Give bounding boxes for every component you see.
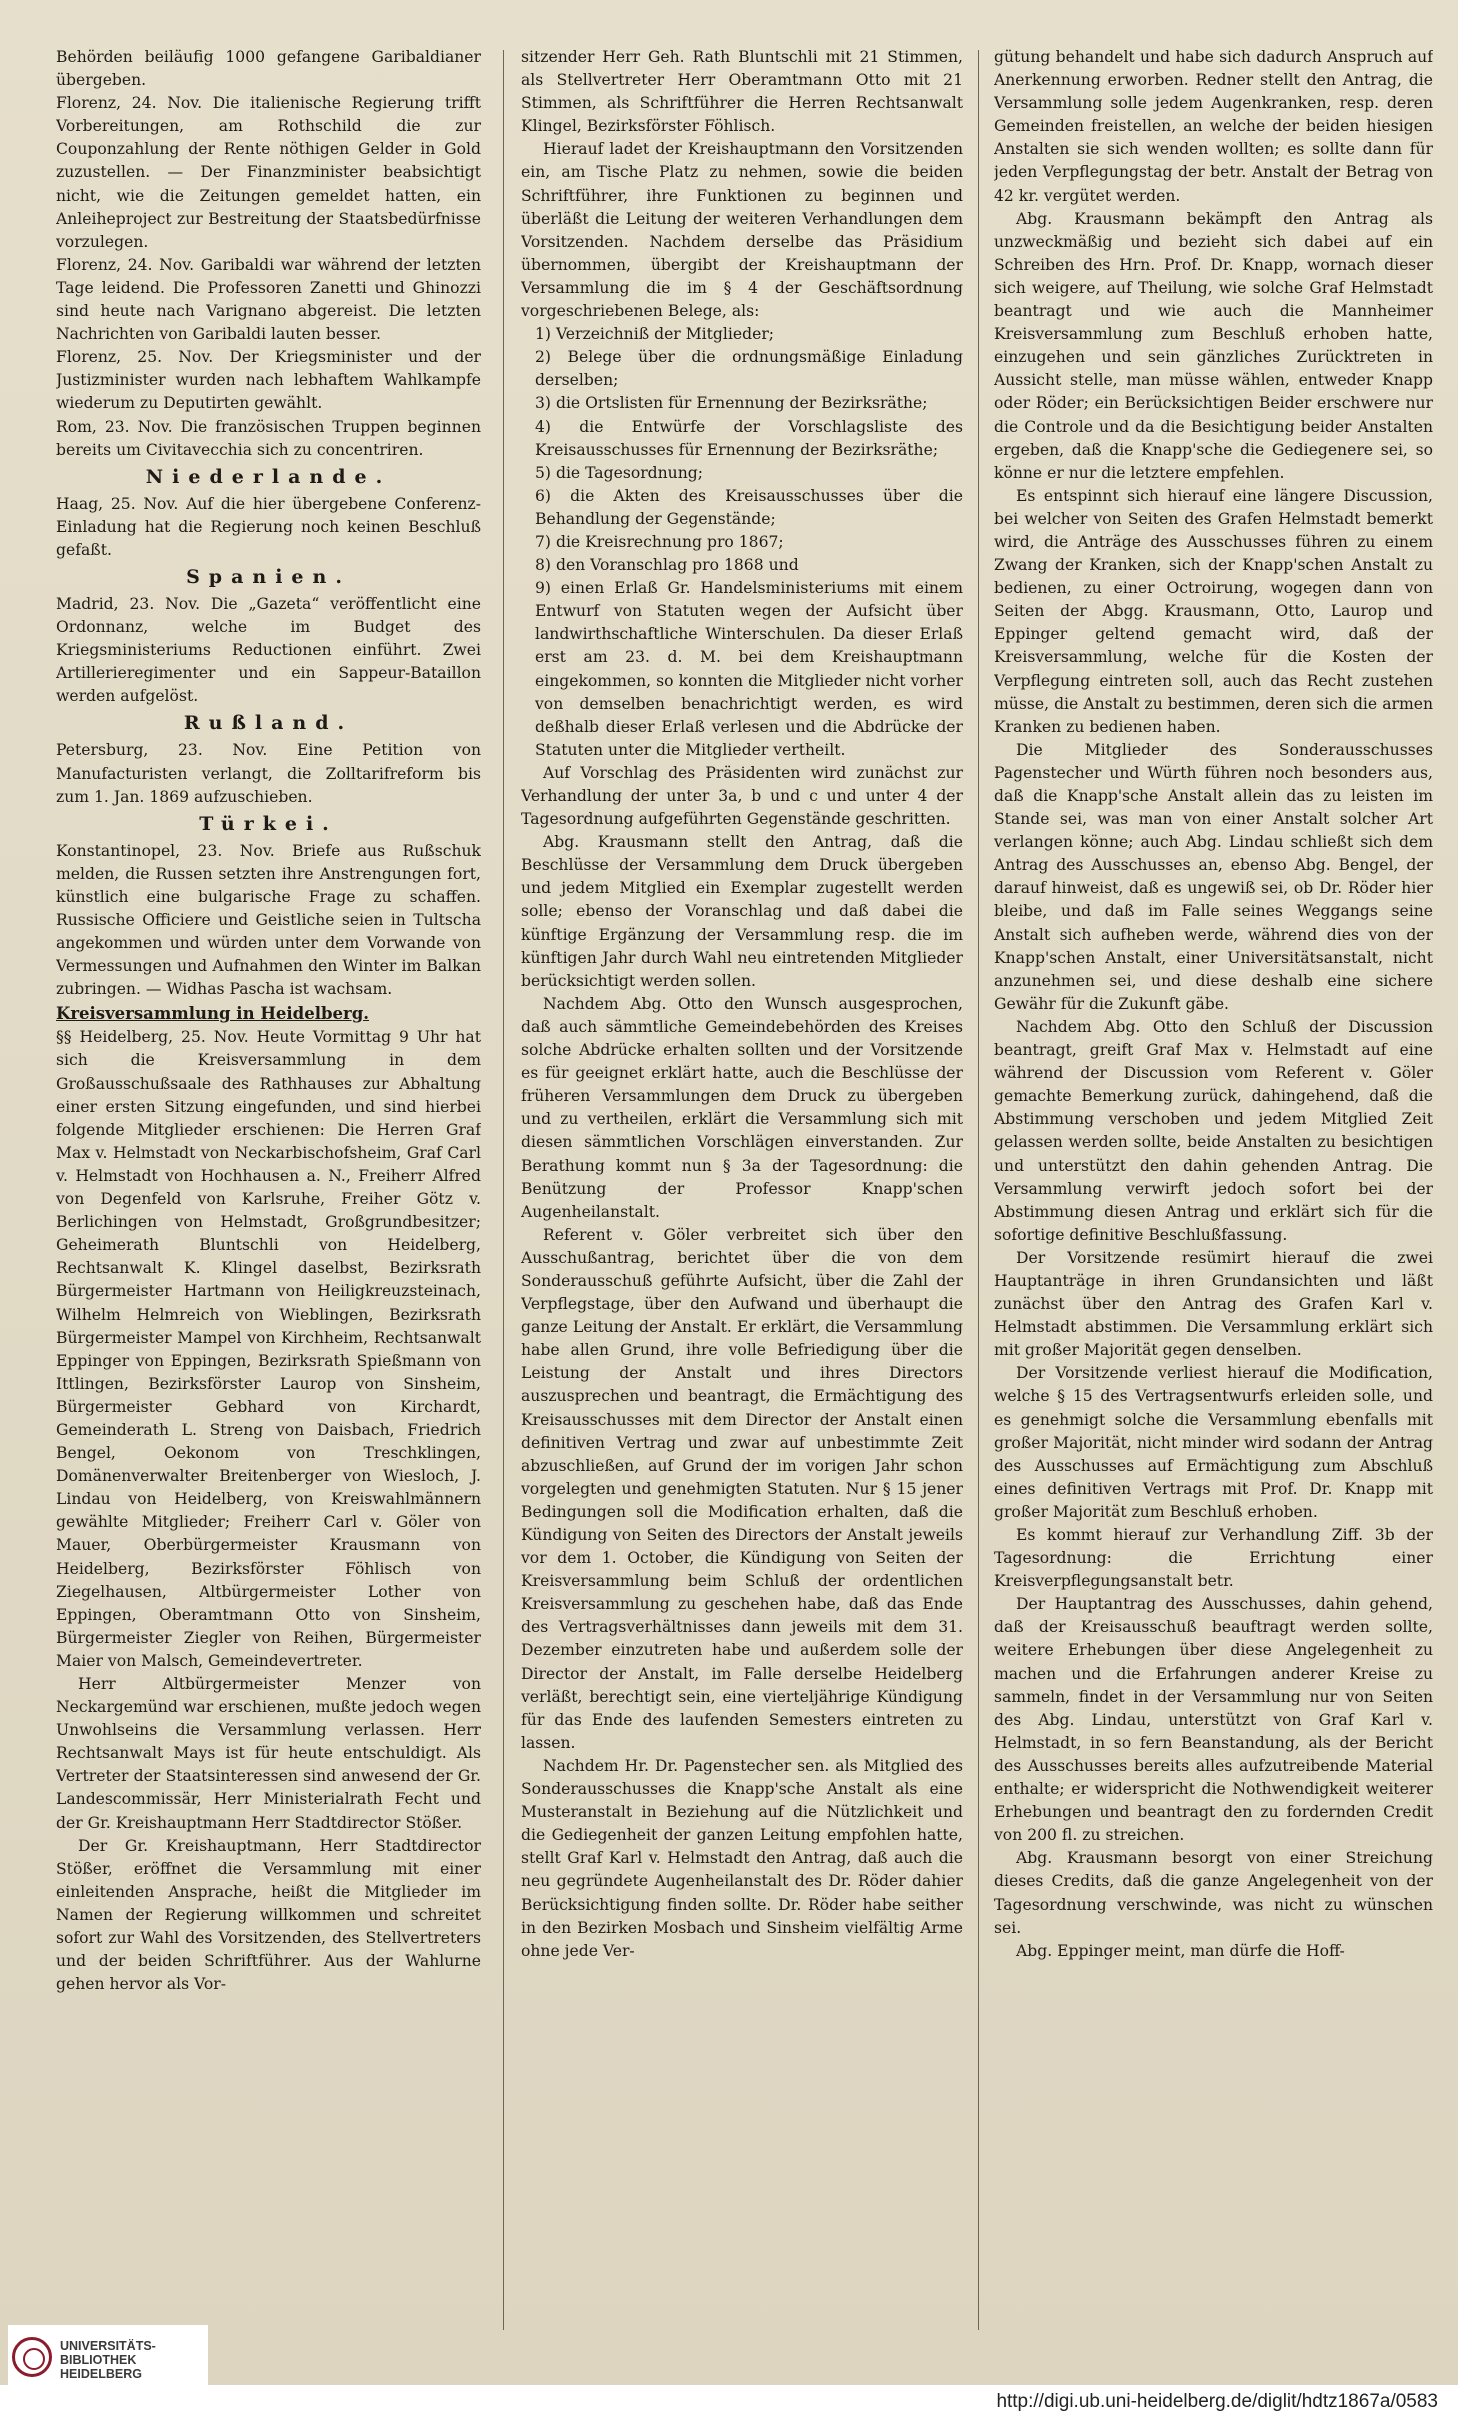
section-heading: Türkei. [199, 812, 338, 835]
section-heading: Spanien. [186, 565, 351, 588]
column-1 [56, 46, 481, 2336]
paragraph: Es kommt hierauf zur Verhandlung Ziff. 3b der Tagesordnung: die Errichtung einer Kreisverpflegungsanstalt betr. [994, 1526, 1433, 1591]
paragraph: Behörden beiläufig 1000 gefangene Garibaldianer übergeben. [56, 48, 481, 90]
paragraph: Abg. Krausmann besorgt von einer Streichung dieses Credits, daß die ganze Angelegenheit von der Tagesordnung verschwinde, was nicht zu wünschen sei. [994, 1849, 1433, 1937]
library-logo [8, 2325, 208, 2415]
paragraph: Nachdem Abg. Otto den Wunsch ausgesprochen, daß auch sämmtliche Gemeindebehörden des Kreises solche Abdrücke erhalten sollten und der Vorsitzende es für geeignet erklärt hatte, auch die Beschlüsse der früheren Versammlungen dem Druck zu übergeben und zu vertheilen, erklärt die Versammlung sich mit diesen sämmtlichen Vorschlägen einverstanden. Zur Berathung kommt nun § 3a der Tagesordnung: die Benützung der Professor Knapp'schen Augenheilanstalt. [521, 994, 963, 1221]
paragraph: Rom, 23. Nov. Die französischen Truppen beginnen bereits um Civitavecchia sich zu concentriren. [56, 417, 481, 459]
paragraph: Der Hauptantrag des Ausschusses, dahin gehend, daß der Kreisausschuß beauftragt werden sollte, weitere Erhebungen über diese Angelegenheit zu machen und die Erfahrungen anderer Kreise zu sammeln, findet in der Versammlung nur von Seiten des Abg. Lindau, unterstützt von Graf Karl v. Helmstadt, in so fern Beanstandung, als der Bericht des Ausschusses bereits alles aufzutreibende Material enthalte; er widerspricht die Nothwendigkeit weiterer Erhebungen und beantragt den zu fordernden Credit von 200 fl. zu streichen. [994, 1595, 1433, 1845]
paragraph: Abg. Krausmann bekämpft den Antrag als unzweckmäßig und bezieht sich dabei auf ein Schreiben des Hrn. Prof. Dr. Knapp, wornach dieser sich weigere, auf Theilung, wie solche Graf Helmstadt beantragt und wie auch die Mannheimer Kreisversammlung zum Beschluß erhoben hatte, einzugehen und sein gänzliches Zurücktreten in Aussicht stelle, man müsse wählen, entweder Knapp oder Röder; ein Berücksichtigen Beider erschwere nur die Controle und da die Besichtigung beider Anstalten ergeben, daß die Knapp'sche die Gediegenere sei, so könne er nur die letztere empfehlen. [994, 209, 1433, 482]
list-item: 6) die Akten des Kreisausschusses über die Behandlung der Gegenstände; [535, 486, 963, 528]
paragraph: gütung behandelt und habe sich dadurch Anspruch auf Anerkennung erworben. Redner stellt den Antrag, die Versammlung solle jedem Augenkranken, resp. deren Gemeinden freistellen, an welche der beiden hiesigen Anstalten sie sich wenden wollten; es sollte dann für jeden Verpflegungstag der betr. Anstalt der Betrag von 42 kr. vergütet werden. [994, 48, 1433, 205]
column-2 [521, 46, 963, 2336]
paragraph: Haag, 25. Nov. Auf die hier übergebene Conferenz-Einladung hat die Regierung noch keinen Beschluß gefaßt. [56, 494, 481, 559]
list-item: 8) den Voranschlag pro 1868 und [535, 556, 799, 575]
paragraph: Hierauf ladet der Kreishauptmann den Vorsitzenden ein, am Tische Platz zu nehmen, sowie die beiden Schriftführer, ihre Funktionen zu beginnen und überläßt die Leitung der weiteren Verhandlungen dem Vorsitzenden. Nachdem derselbe das Präsidium übernommen, übergibt der Kreishauptmann der Versammlung die im § 4 der Geschäftsordnung vorgeschriebenen Belege, als: [521, 140, 963, 321]
column-3 [994, 46, 1433, 2336]
list-item: 9) einen Erlaß Gr. Handelsministeriums mit einem Entwurf von Statuten wegen der Aufsicht über landwirthschaftliche Winterschulen. Da dieser Erlaß erst am 23. d. M. bei dem Kreishauptmann eingekommen, so konnten die Mitglieder nicht vorher von demselben benachrichtigt werden, es wird deßhalb dieser Erlaß verlesen und die Abdrücke der Statuten unter die Mitglieder vertheilt. [535, 579, 963, 759]
paragraph: Es entspinnt sich hierauf eine längere Discussion, bei welcher von Seiten des Grafen Helmstadt bemerkt wird, die Anträge des Ausschusses führen zu einem Zwang der Kranken, sich der Knapp'schen Anstalt zu bedienen, zu einer Octroirung, wogegen dann von Seiten der Abgg. Krausmann, Otto, Laurop und Eppinger geltend gemacht wird, daß der Kreisversammlung, welche für die Kosten der Verpflegung eintreten soll, auch das Recht zustehen müsse, die Anstalt zu bestimmen, deren sich die armen Kranken zu bedienen haben. [994, 486, 1433, 736]
list-item: 4) die Entwürfe der Vorschlagsliste des Kreisausschusses für Ernennung der Bezirksräthe; [535, 417, 963, 459]
paragraph: Madrid, 23. Nov. Die „Gazeta“ veröffentlicht eine Ordonnanz, welche im Budget des Kriegsministeriums Reductionen einführt. Zwei Artillerieregimenter und ein Sappeur-Bataillon werden aufgelöst. [56, 594, 481, 706]
paragraph: Abg. Krausmann stellt den Antrag, daß die Beschlüsse der Versammlung dem Druck übergeben und jedem Mitglied ein Exemplar zugestellt werden solle; ebenso der Voranschlag und daß dabei die künftige Ergänzung der Versammlung resp. die im künftigen Jahr durch Wahl neu eintretenden Mitglieder berücksichtigt werden sollen. [521, 833, 963, 990]
paragraph: Der Vorsitzende verliest hierauf die Modification, welche § 15 des Vertragsentwurfs erleiden solle, und es genehmigt solche die Versammlung ebenfalls mit großer Majorität, nicht minder wird sodann der Antrag des Ausschusses auf Ermächtigung zum Abschluß eines definitiven Vertrags mit Prof. Dr. Knapp mit großer Majorität zum Beschluß erhoben. [994, 1364, 1433, 1521]
list-item: 1) Verzeichniß der Mitglieder; [535, 325, 775, 344]
paragraph: Florenz, 24. Nov. Die italienische Regierung trifft Vorbereitungen, am Rothschild die zur Couponzahlung der Rente nöthigen Gelder in Gold zuzustellen. — Der Finanzminister beabsichtigt nicht, wie die Zeitungen gemeldet hatten, ein Anleiheproject zur Bestreitung der Staatsbedürfnisse vorzulegen. [56, 94, 481, 251]
article-heading: Kreisversammlung in Heidelberg. [56, 1004, 369, 1024]
paragraph: Petersburg, 23. Nov. Eine Petition von Manufacturisten verlangt, die Zolltarifreform bis zum 1. Jan. 1869 aufzuschieben. [56, 741, 481, 806]
section-heading: Rußland. [183, 712, 354, 735]
paragraph: §§ Heidelberg, 25. Nov. Heute Vormittag 9 Uhr hat sich die Kreisversammlung in dem Großausschußsaale des Rathhauses zur Abhaltung einer ersten Sitzung eingefunden, und sind hierbei folgende Mitglieder erschienen: Die Herren Graf Max v. Helmstadt von Neckarbischofsheim, Graf Carl v. Helmstadt von Hochhausen a. N., Freiherr Alfred von Degenfeld von Karlsruhe, Freiher Götz v. Berlichingen von Helmstadt, Großgrundbesitzer; Geheimerath Bluntschli von Heidelberg, Rechtsanwalt K. Klingel daselbst, Bezirksrath Bürgermeister Hartmann von Heiligkreuzsteinach, Wilhelm Helmreich von Wieblingen, Bezirksrath Bürgermeister Mampel von Kirchheim, Rechtsanwalt Eppinger von Eppingen, Bezirksrath Spießmann von Ittlingen, Bezirksförster Laurop von Sinsheim, Bürgermeister Gebhard von Kirchardt, Gemeinderath L. Streng von Daisbach, Friedrich Bengel, Oekonom von Treschklingen, Domänenverwalter Breitenberger von Wiesloch, J. Lindau von Heidelberg, von Kreiswahlmännern gewählte Mitglieder; Freiherr Carl v. Göler von Mauer, Oberbürgermeister Krausmann von Heidelberg, Bezirksförster Föhlisch von Ziegelhausen, Altbürgermeister Lother von Eppingen, Oberamtmann Otto von Sinsheim, Bürgermeister Ziegler von Reihen, Bürgermeister Maier von Malsch, Gemeindevertreter. [56, 1028, 481, 1670]
paragraph: Herr Altbürgermeister Menzer von Neckargemünd war erschienen, mußte jedoch wegen Unwohlseins die Versammlung verlassen. Herr Rechtsanwalt Mays ist für heute entschuldigt. Als Vertreter der Staatsinteressen sind anwesend der Gr. Landescommissär, Herr Ministerialrath Fecht und der Gr. Kreishauptmann Herr Stadtdirector Stößer. [56, 1675, 481, 1832]
source-url[interactable]: http://digi.ub.uni-heidelberg.de/diglit/hdtz1867a/0583 [996, 2391, 1438, 2412]
paragraph: Die Mitglieder des Sonderausschusses Pagenstecher und Würth führen noch besonders aus, daß die Knapp'sche Anstalt allein das zu leisten im Stande sei, was man von einer Anstalt solcher Art verlangen könne; auch Abg. Lindau schließt sich dem Antrag des Ausschusses an, ebenso Abg. Bengel, der darauf hinweist, daß es ungewiß sei, ob Dr. Röder hier bleibe, und daß im Falle seines Weggangs seine Anstalt sich aufheben werde, während dies von der Knapp'schen Anstalt, einer Universitätsanstalt, nicht anzunehmen sei, und diese deshalb eine sichere Gewähr für die Zukunft gäbe. [994, 740, 1433, 1013]
paragraph: Nachdem Hr. Dr. Pagenstecher sen. als Mitglied des Sonderausschusses die Knapp'sche Anstalt als eine Musteranstalt in Beziehung auf die Nützlichkeit und die Gediegenheit der ganzen Leitung empfohlen hatte, stellt Graf Karl v. Helmstadt den Antrag, daß auch die neu gegründete Augenheilanstalt des Dr. Röder dahier Berücksichtigung finden sollte. Dr. Röder habe seither in den Bezirken Mosbach und Sinsheim vielfältig Arme ohne jede Ver- [521, 1756, 963, 1960]
university-seal-icon [12, 2337, 52, 2377]
paragraph: Nachdem Abg. Otto den Schluß der Discussion beantragt, greift Graf Max v. Helmstadt auf eine während der Discussion vom Referent v. Göler gemachte Bemerkung zurück, dahingehend, daß die Abstimmung verschoben und jedem Mitglied Zeit gelassen werden sollte, beide Anstalten zu besichtigen und unterstützt den dahin gehenden Antrag. Die Versammlung verwirft jedoch sofort bei der Abstimmung diesen Antrag und erklärt sich für die sofortige definitive Beschlußfassung. [994, 1017, 1433, 1244]
column-rule [503, 50, 504, 2330]
paragraph: Referent v. Göler verbreitet sich über den Ausschußantrag, berichtet über die von dem Sonderausschuß geführte Aufsicht, über die Zahl der Verpflegstage, über den Aufwand und überhaupt die ganze Leitung der Anstalt. Er erklärt, die Versammlung habe allen Grund, ihre volle Befriedigung über die Leistung der Anstalt und ihres Directors auszusprechen und beantragt, die Ermächtigung des Kreisausschusses mit dem Director der Anstalt einen definitiven Vertrag und zwar auf unbestimmte Zeit abzuschließen, auf Grund der im vorigen Jahr schon vorgelegten und genehmigten Statuten. Nur § 15 jener Bedingungen soll die Modification erhalten, daß die Kündigung von Seiten des Directors der Anstalt jeweils vor dem 1. October, die Kündigung von Seiten der Kreisversammlung beim Schluß der ordentlichen Kreisversammlung zu geschehen habe, daß das Ende des Vertragsverhältnisses dann jeweils mit dem 31. Dezember einzutreten habe und außerdem solle der Director der Anstalt, im Falle derselbe Heidelberg verläßt, berechtigt sein, eine vierteljährige Kündigung für das Ende des laufenden Semesters eintreten zu lassen. [521, 1225, 963, 1752]
library-name [60, 2339, 156, 2381]
paragraph: Abg. Eppinger meint, man dürfe die Hoff- [1016, 1941, 1345, 1960]
section-heading: Niederlande. [145, 465, 392, 488]
logo-line: UNIVERSITÄTS- [60, 2339, 156, 2353]
list-item: 5) die Tagesordnung; [535, 463, 704, 482]
logo-line: HEIDELBERG [60, 2367, 142, 2381]
list-item: 2) Belege über die ordnungsmäßige Einladung derselben; [535, 348, 963, 390]
paragraph: sitzender Herr Geh. Rath Bluntschli mit 21 Stimmen, als Stellvertreter Herr Oberamtmann Otto mit 21 Stimmen, als Schriftführer die Herren Rechtsanwalt Klingel, Bezirksförster Föhlisch. [521, 48, 963, 136]
column-rule [978, 50, 979, 2330]
list-item: 3) die Ortslisten für Ernennung der Bezirksräthe; [535, 394, 928, 413]
paragraph: Florenz, 24. Nov. Garibaldi war während der letzten Tage leidend. Die Professoren Zanetti und Ghinozzi sind heute nach Varignano abgereist. Die letzten Nachrichten von Garibaldi lauten besser. [56, 255, 481, 344]
paragraph: Konstantinopel, 23. Nov. Briefe aus Rußschuk melden, die Russen setzten ihre Anstrengungen fort, künstlich eine bulgarische Frage zu schaffen. Russische Officiere und Geistliche seien in Tultscha angekommen und würden unter dem Vorwande von Vermessungen und Aufnahmen den Winter im Balkan zubringen. — Widhas Pascha ist wachsam. [56, 841, 481, 999]
paragraph: Der Vorsitzende resümirt hierauf die zwei Hauptanträge in ihren Grundansichten und läßt zunächst über den Antrag des Grafen Karl v. Helmstadt abstimmen. Die Versammlung erklärt sich mit großer Majorität gegen denselben. [994, 1248, 1433, 1360]
paragraph: Auf Vorschlag des Präsidenten wird zunächst zur Verhandlung der unter 3a, b und c und unter 4 der Tagesordnung aufgeführten Gegenstände geschritten. [521, 763, 963, 829]
logo-line: BIBLIOTHEK [60, 2353, 137, 2367]
paragraph: Der Gr. Kreishauptmann, Herr Stadtdirector Stößer, eröffnet die Versammlung mit einer einleitenden Ansprache, heißt die Mitglieder im Namen der Regierung willkommen und schreitet sofort zur Wahl des Vorsitzenden, des Stellvertreters und der beiden Schriftführer. Aus der Wahlurne gehen hervor als Vor- [56, 1836, 481, 1994]
paragraph: Florenz, 25. Nov. Der Kriegsminister und der Justizminister wurden nach lebhaftem Wahlkampfe wiederum zu Deputirten gewählt. [56, 348, 481, 413]
list-item: 7) die Kreisrechnung pro 1867; [535, 532, 784, 551]
